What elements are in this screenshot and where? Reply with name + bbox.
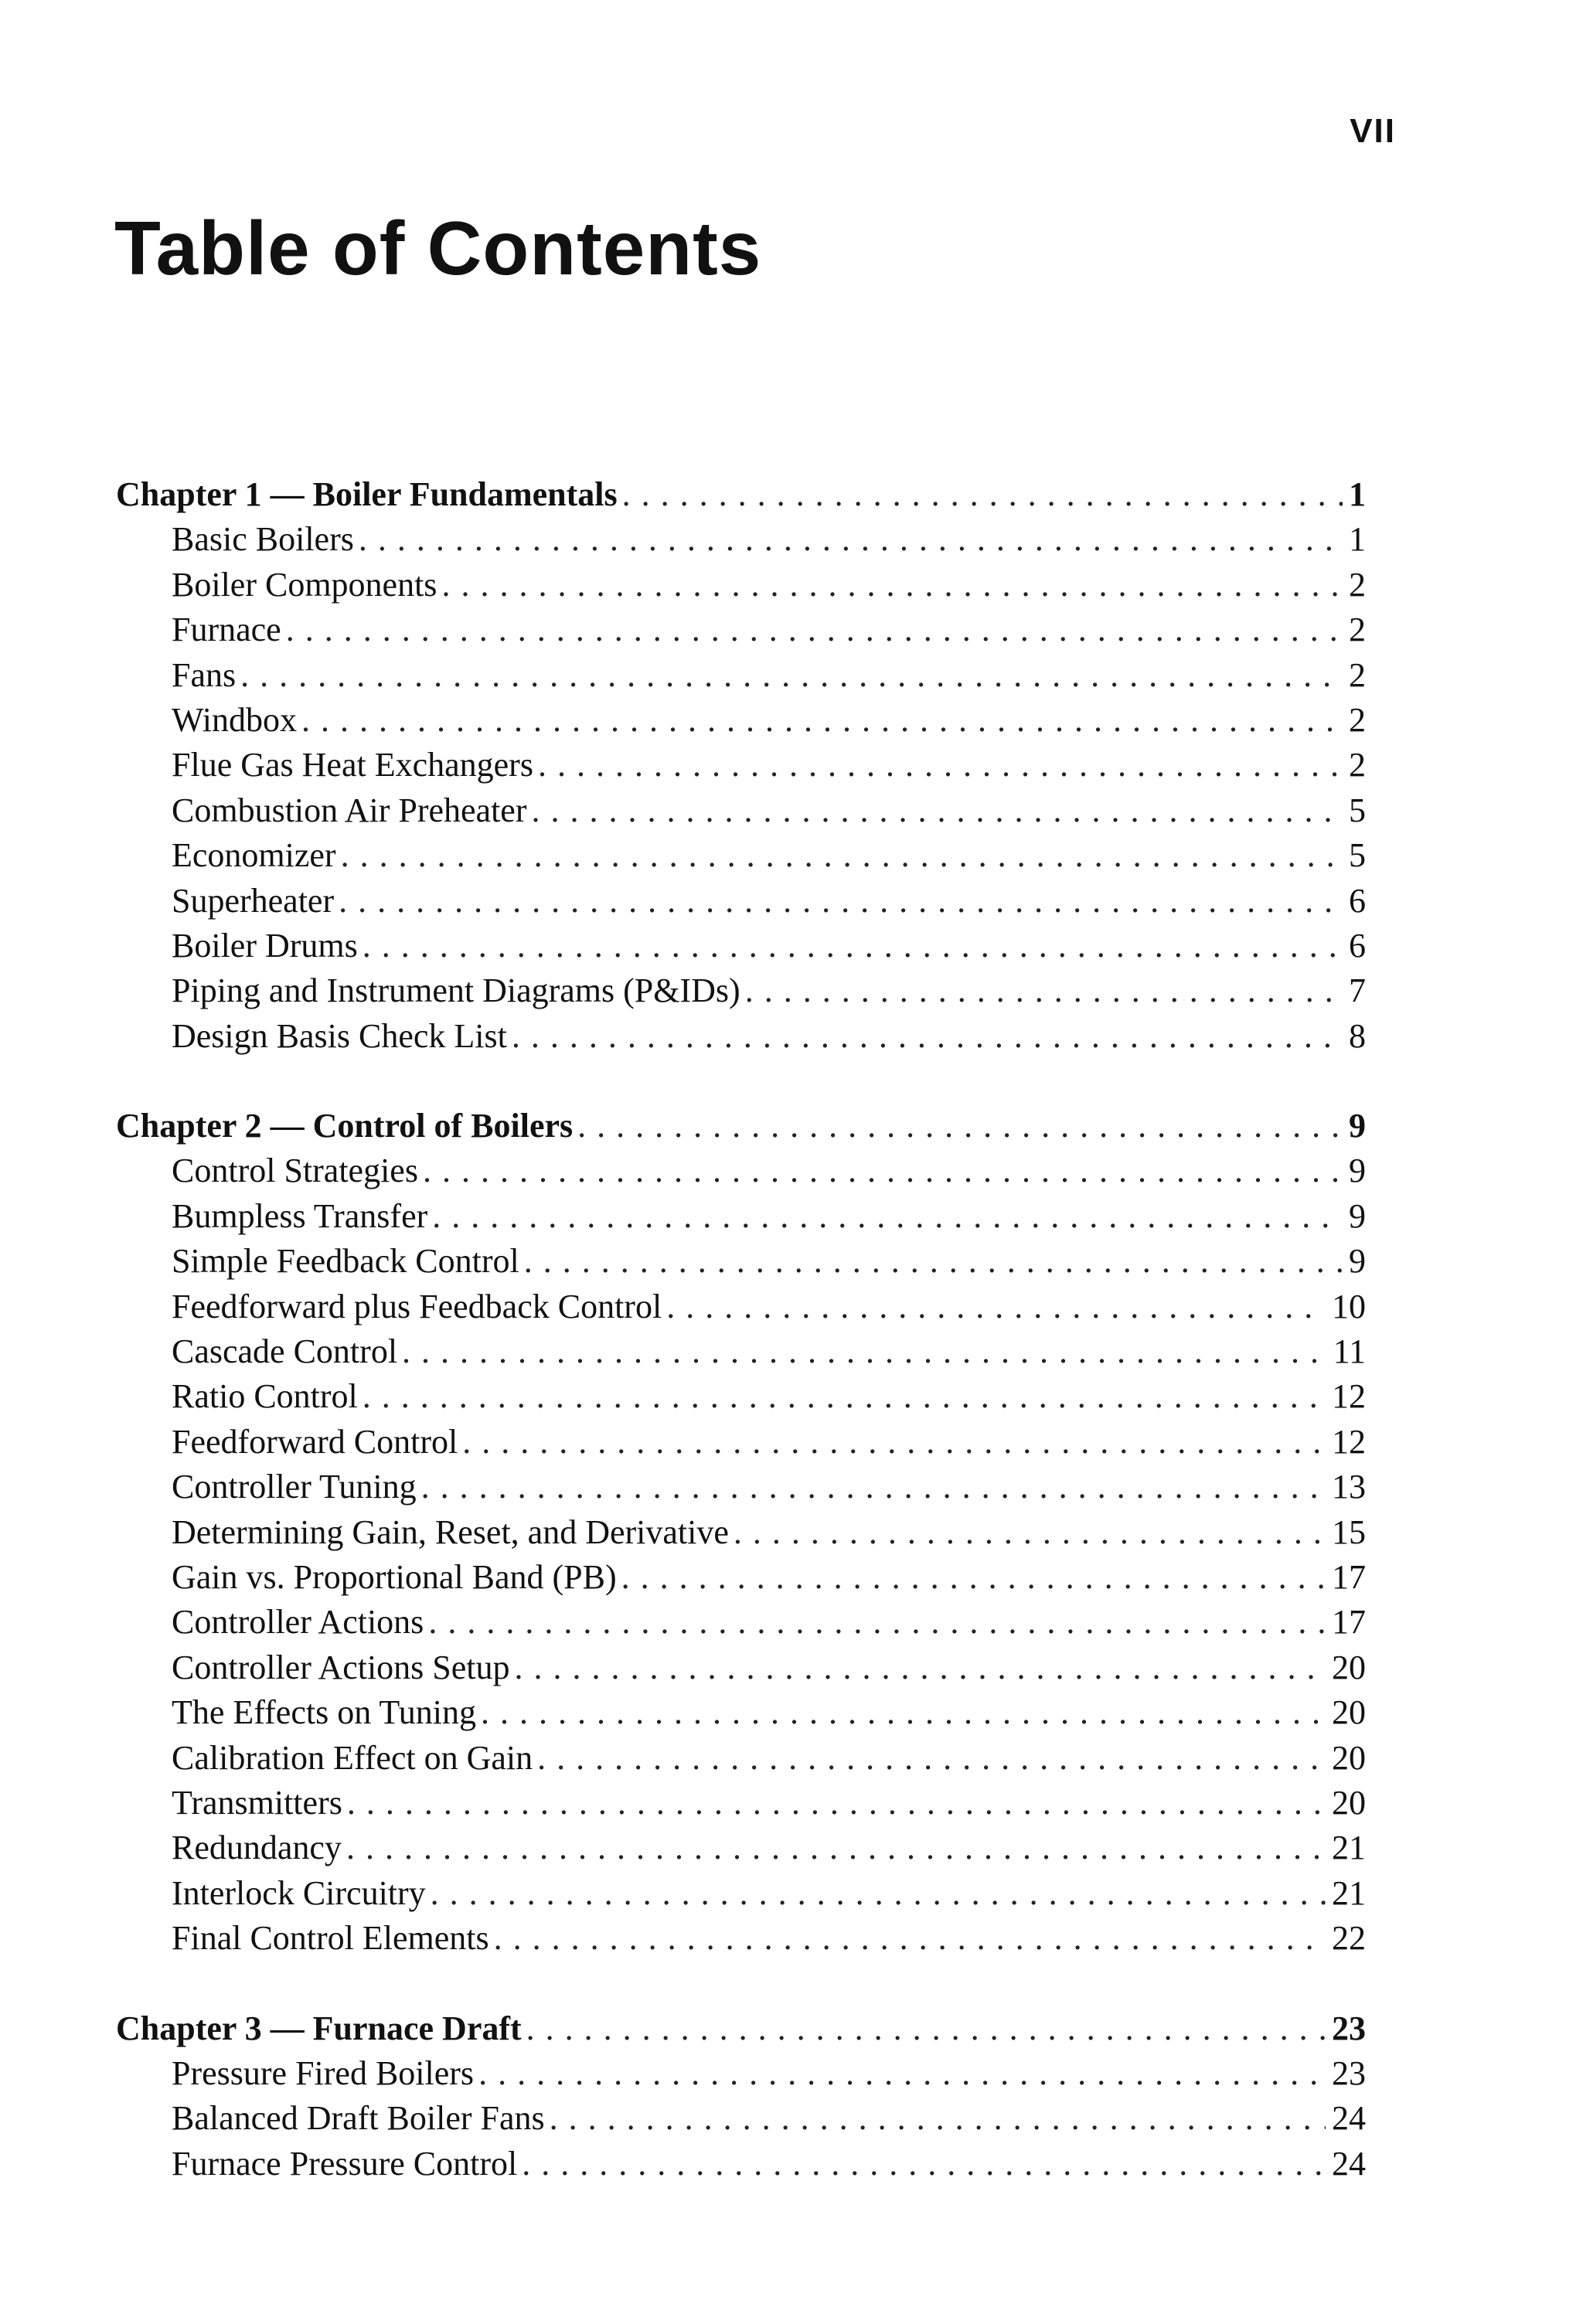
section-page-number: 6 <box>1349 926 1366 965</box>
section-title: Feedforward Control <box>172 1420 462 1465</box>
chapter-page-number: 9 <box>1349 1107 1366 1145</box>
dot-leader <box>478 2051 1326 2096</box>
page-number: VII <box>1350 112 1396 150</box>
section-entry[interactable] <box>116 653 1366 698</box>
dot-leader <box>428 1600 1326 1645</box>
section-page-number: 17 <box>1332 1603 1366 1642</box>
section-page-number: 2 <box>1349 746 1366 784</box>
section-entry[interactable] <box>116 1465 1366 1509</box>
section-title: Piping and Instrument Diagrams (P&IDs) <box>172 968 745 1013</box>
chapter-title: Chapter 1 — Boiler Fundamentals <box>116 472 622 517</box>
section-entry[interactable] <box>116 1871 1366 1916</box>
chapter-page-number: 1 <box>1349 475 1366 513</box>
section-title: Superheater <box>172 879 339 924</box>
section-title: Redundancy <box>172 1826 346 1870</box>
section-title: Combustion Air Preheater <box>172 788 532 833</box>
chapter-title: Chapter 3 — Furnace Draft <box>116 2006 526 2051</box>
dot-leader <box>341 833 1343 878</box>
section-entry[interactable] <box>116 517 1366 562</box>
section-page-number: 5 <box>1349 836 1366 875</box>
section-page-number: 23 <box>1332 2053 1366 2092</box>
section-entry[interactable] <box>116 1284 1366 1329</box>
section-page-number: 24 <box>1332 2099 1366 2138</box>
dot-leader <box>347 1781 1326 1826</box>
dot-leader <box>522 2142 1326 2186</box>
section-page-number: 2 <box>1349 565 1366 604</box>
section-title: Fans <box>172 653 240 698</box>
section-page-number: 20 <box>1332 1648 1366 1686</box>
page-title: Table of Contents <box>114 206 762 291</box>
section-page-number: 8 <box>1349 1016 1366 1055</box>
section-page-number: 13 <box>1332 1468 1366 1506</box>
section-page-number: 9 <box>1349 1242 1366 1281</box>
section-title: Furnace <box>172 607 286 652</box>
section-page-number: 2 <box>1349 700 1366 739</box>
section-entry[interactable] <box>116 1148 1366 1193</box>
section-title: Gain vs. Proportional Band (PB) <box>172 1555 621 1600</box>
section-page-number: 12 <box>1332 1377 1366 1416</box>
dot-leader <box>423 1148 1343 1193</box>
section-entry[interactable] <box>116 1374 1366 1419</box>
dot-leader <box>538 743 1343 788</box>
section-entry[interactable] <box>116 2051 1366 2096</box>
section-page-number: 20 <box>1332 1783 1366 1822</box>
section-entry[interactable] <box>116 968 1366 1013</box>
dot-leader <box>339 879 1343 924</box>
section-title: Boiler Drums <box>172 924 363 968</box>
dot-leader <box>363 924 1343 968</box>
section-title: Pressure Fired Boilers <box>172 2051 478 2096</box>
section-page-number: 2 <box>1349 611 1366 649</box>
section-page-number: 7 <box>1349 971 1366 1010</box>
section-entry[interactable] <box>116 743 1366 788</box>
dot-leader <box>512 1014 1343 1059</box>
dot-leader <box>421 1465 1326 1509</box>
section-entry[interactable] <box>116 833 1366 878</box>
section-title: The Effects on Tuning <box>172 1690 481 1735</box>
dot-leader <box>402 1329 1327 1374</box>
section-title: Windbox <box>172 698 301 743</box>
section-page-number: 10 <box>1332 1287 1366 1325</box>
section-title: Economizer <box>172 833 341 878</box>
chapter-entry[interactable] <box>116 2006 1366 2051</box>
section-page-number: 2 <box>1349 655 1366 694</box>
section-title: Control Strategies <box>172 1148 423 1193</box>
section-entry[interactable] <box>116 1690 1366 1735</box>
dot-leader <box>286 607 1343 652</box>
dot-leader <box>666 1284 1326 1329</box>
dot-leader <box>526 2006 1326 2051</box>
dot-leader <box>441 563 1343 607</box>
section-title: Controller Tuning <box>172 1465 421 1509</box>
dot-leader <box>462 1420 1326 1465</box>
dot-leader <box>363 1374 1326 1419</box>
section-title: Ratio Control <box>172 1374 363 1419</box>
section-entry[interactable] <box>116 1420 1366 1465</box>
dot-leader <box>346 1826 1326 1870</box>
section-title: Balanced Draft Boiler Fans <box>172 2096 550 2141</box>
section-page-number: 20 <box>1332 1738 1366 1777</box>
section-entry[interactable] <box>116 2096 1366 2141</box>
dot-leader <box>532 788 1343 833</box>
section-page-number: 12 <box>1332 1422 1366 1461</box>
section-page-number: 17 <box>1332 1557 1366 1596</box>
dot-leader <box>359 517 1343 562</box>
section-title: Design Basis Check List <box>172 1014 512 1059</box>
section-title: Interlock Circuitry <box>172 1871 431 1916</box>
section-page-number: 9 <box>1349 1152 1366 1190</box>
section-title: Cascade Control <box>172 1329 402 1374</box>
section-entry[interactable] <box>116 698 1366 743</box>
section-entry[interactable] <box>116 1194 1366 1239</box>
section-page-number: 22 <box>1332 1919 1366 1958</box>
section-title: Boiler Components <box>172 563 441 607</box>
section-title: Determining Gain, Reset, and Derivative <box>172 1510 734 1555</box>
dot-leader <box>524 1239 1343 1284</box>
section-entry[interactable] <box>116 2142 1366 2186</box>
dot-leader <box>240 653 1343 698</box>
chapter-entry[interactable] <box>116 472 1366 517</box>
section-entry[interactable] <box>116 1916 1366 1961</box>
section-title: Flue Gas Heat Exchangers <box>172 743 538 788</box>
dot-leader <box>515 1645 1326 1690</box>
dot-leader <box>550 2096 1326 2141</box>
section-entry[interactable] <box>116 1736 1366 1781</box>
dot-leader <box>622 472 1343 517</box>
section-entry[interactable] <box>116 1645 1366 1690</box>
chapter-page-number: 23 <box>1332 2009 1366 2047</box>
section-title: Transmitters <box>172 1781 347 1826</box>
section-entry[interactable] <box>116 1555 1366 1600</box>
chapter-entry[interactable] <box>116 1104 1366 1148</box>
dot-leader <box>301 698 1343 743</box>
section-entry[interactable] <box>116 788 1366 833</box>
dot-leader <box>745 968 1343 1013</box>
chapter-block <box>116 1104 1366 1961</box>
section-entry[interactable] <box>116 879 1366 924</box>
dot-leader <box>577 1104 1343 1148</box>
section-page-number: 5 <box>1349 791 1366 829</box>
chapter-title: Chapter 2 — Control of Boilers <box>116 1104 577 1148</box>
section-page-number: 24 <box>1332 2144 1366 2183</box>
chapter-block <box>116 2006 1366 2187</box>
section-page-number: 11 <box>1333 1332 1366 1371</box>
section-entry[interactable] <box>116 1014 1366 1059</box>
section-page-number: 20 <box>1332 1693 1366 1732</box>
table-of-contents <box>116 472 1366 2186</box>
dot-leader <box>621 1555 1326 1600</box>
section-entry[interactable] <box>116 1510 1366 1555</box>
section-title: Final Control Elements <box>172 1916 494 1961</box>
section-page-number: 15 <box>1332 1512 1366 1551</box>
dot-leader <box>494 1916 1326 1961</box>
section-page-number: 1 <box>1349 520 1366 559</box>
dot-leader <box>432 1194 1343 1239</box>
section-entry[interactable] <box>116 563 1366 607</box>
section-title: Furnace Pressure Control <box>172 2142 522 2186</box>
section-entry[interactable] <box>116 1781 1366 1826</box>
section-page-number: 21 <box>1332 1873 1366 1912</box>
section-title: Calibration Effect on Gain <box>172 1736 537 1781</box>
section-title: Controller Actions <box>172 1600 428 1645</box>
section-entry[interactable] <box>116 924 1366 968</box>
section-entry[interactable] <box>116 1329 1366 1374</box>
dot-leader <box>431 1871 1326 1916</box>
section-entry[interactable] <box>116 607 1366 652</box>
dot-leader <box>537 1736 1326 1781</box>
section-title: Bumpless Transfer <box>172 1194 432 1239</box>
section-page-number: 9 <box>1349 1196 1366 1235</box>
section-title: Controller Actions Setup <box>172 1645 515 1690</box>
chapter-block <box>116 472 1366 1059</box>
section-title: Feedforward plus Feedback Control <box>172 1284 666 1329</box>
dot-leader <box>734 1510 1326 1555</box>
section-entry[interactable] <box>116 1826 1366 1870</box>
section-page-number: 21 <box>1332 1829 1366 1867</box>
section-page-number: 6 <box>1349 881 1366 920</box>
section-entry[interactable] <box>116 1600 1366 1645</box>
section-entry[interactable] <box>116 1239 1366 1284</box>
dot-leader <box>481 1690 1326 1735</box>
section-title: Simple Feedback Control <box>172 1239 524 1284</box>
section-title: Basic Boilers <box>172 517 359 562</box>
